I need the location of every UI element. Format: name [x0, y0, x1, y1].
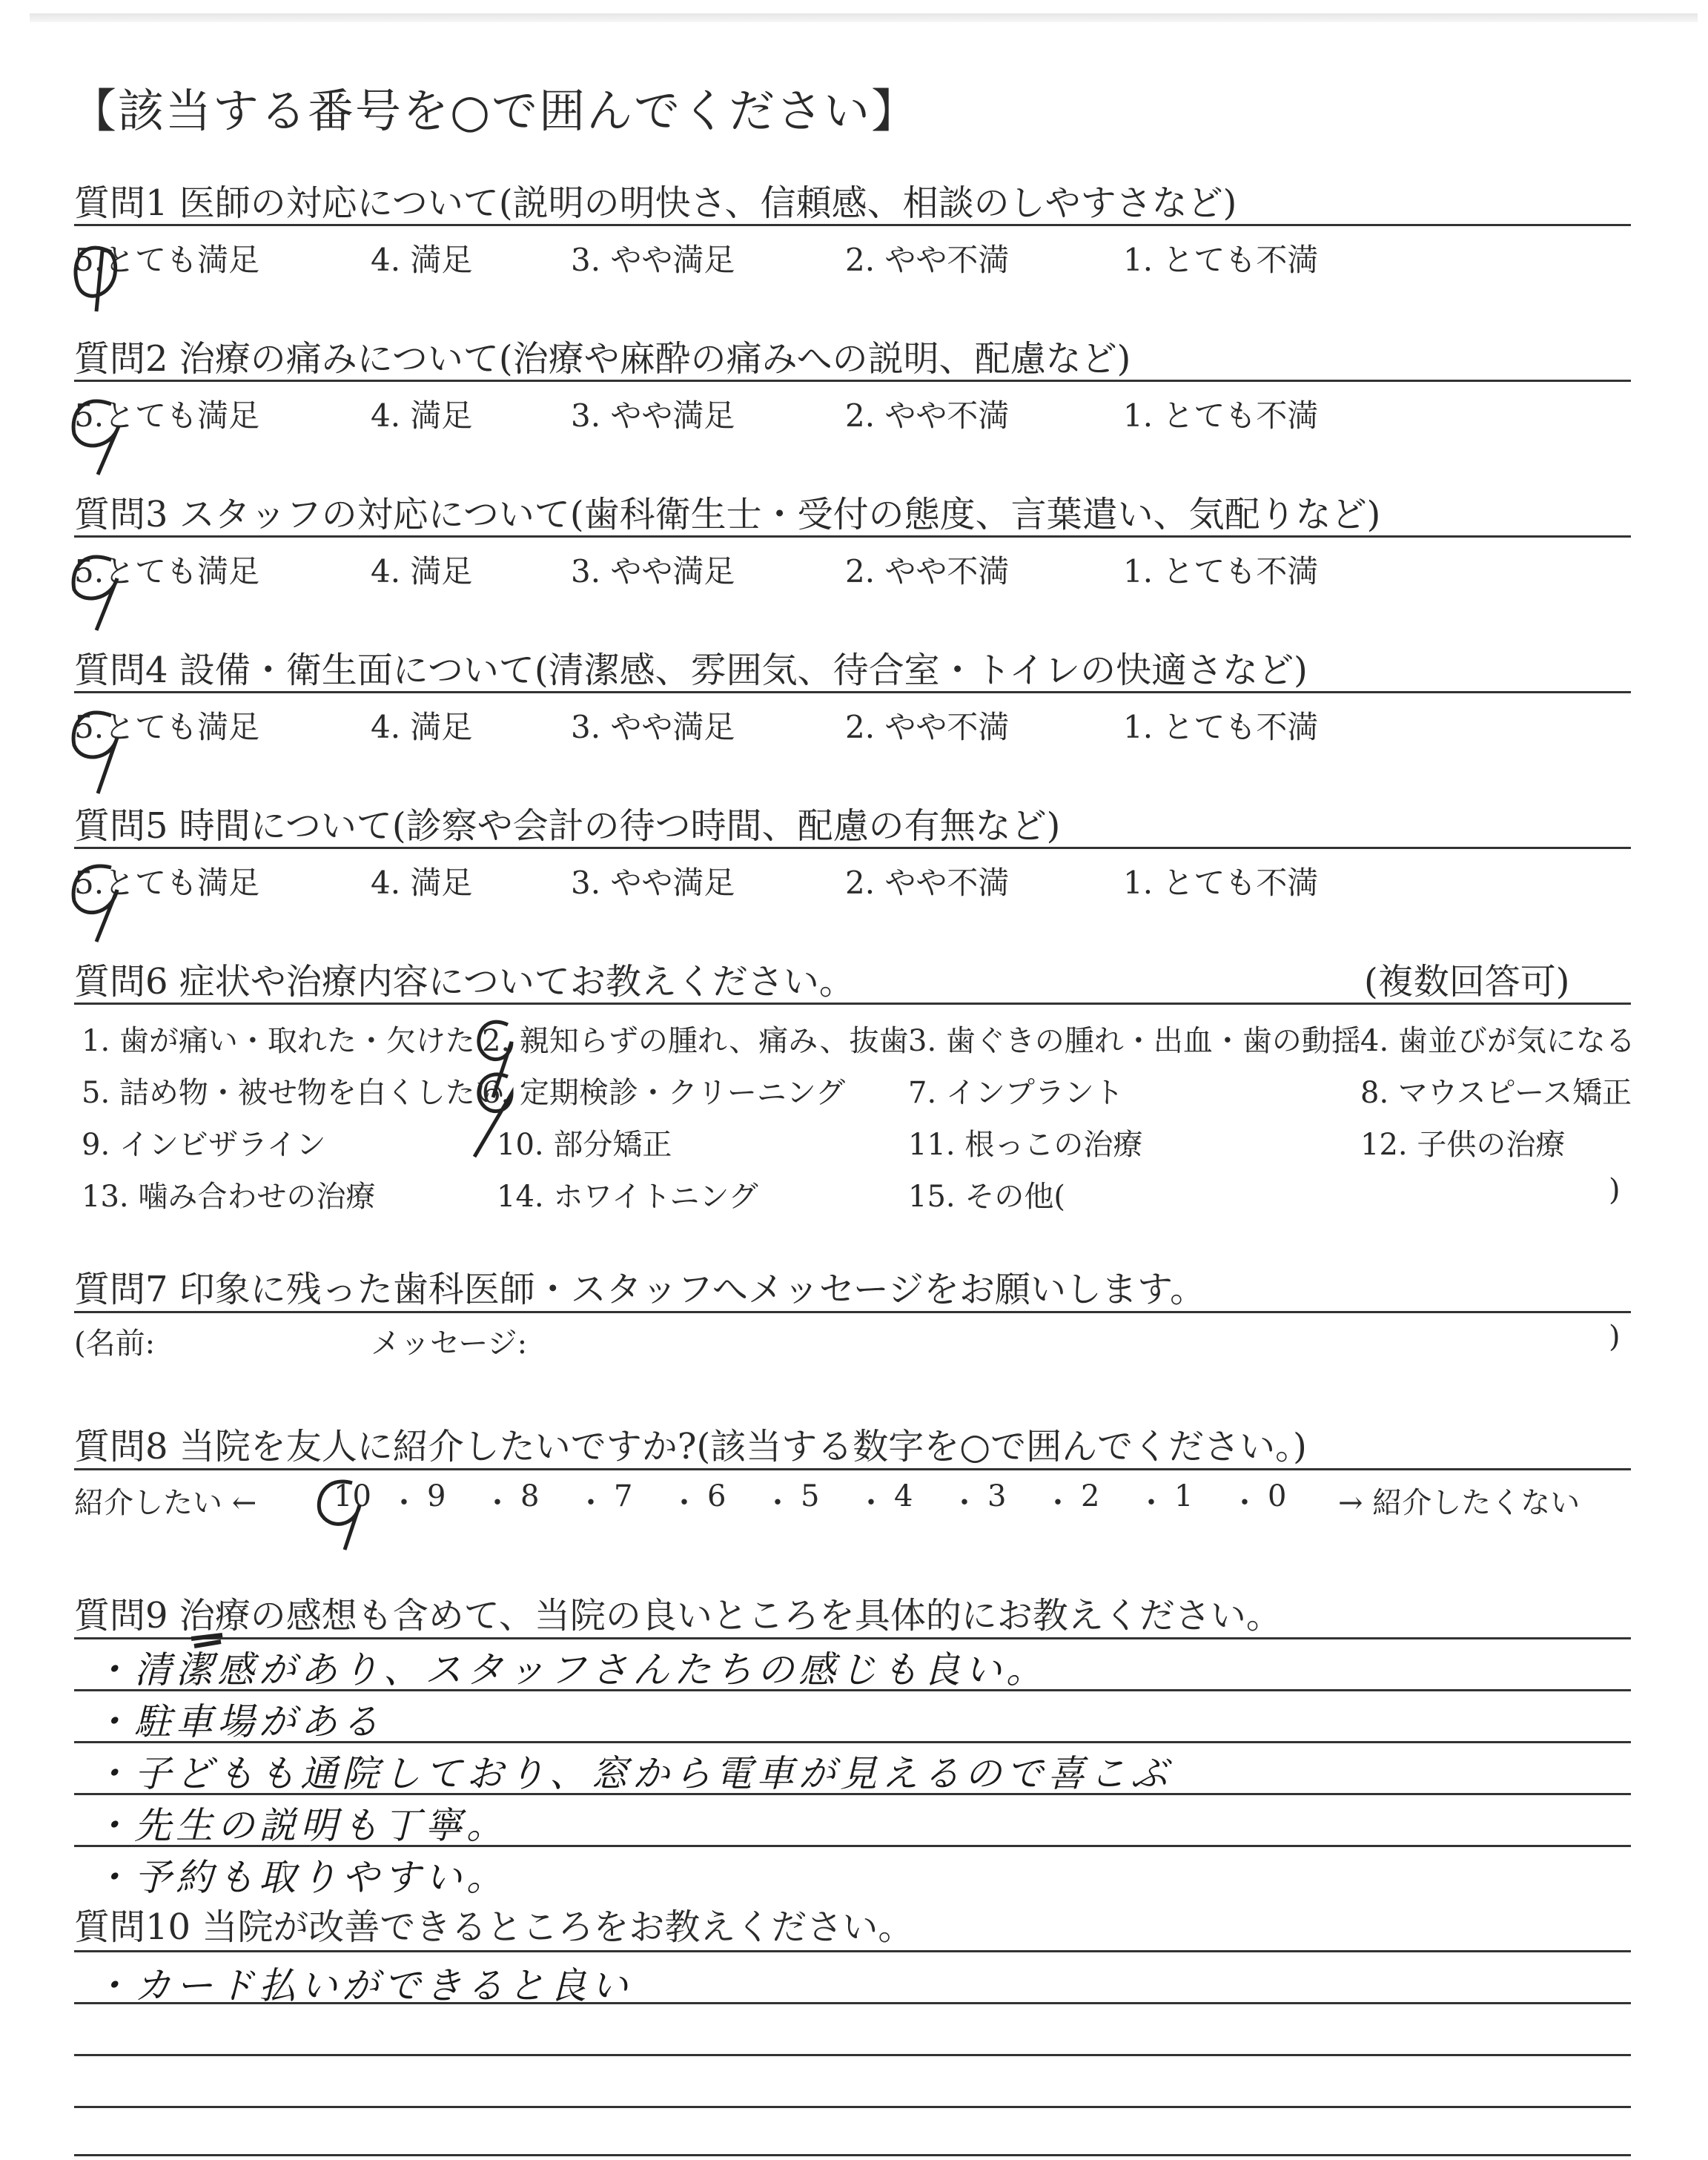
question-6-rule	[74, 1003, 1631, 1005]
question-3-label: 質問3 スタッフの対応について(歯科衛生士・受付の態度、言葉遣い、気配りなど)	[74, 494, 1381, 535]
q6-item-7[interactable]: 7. インプラント	[908, 1076, 1124, 1110]
q4-option-5[interactable]: 5.とても満足	[74, 709, 260, 745]
q8-option-4[interactable]: 4	[894, 1479, 913, 1513]
q8-option-6[interactable]: 6	[707, 1479, 726, 1513]
q9-answer-2: ・駐車場がある	[93, 1700, 383, 1743]
question-8-label: 質問8 当院を友人に紹介したいですか?(該当する数字を○で囲んでください。)	[74, 1426, 1307, 1467]
question-9-label: 質問9 治療の感想も含めて、当院の良いところを具体的にお教えください。	[74, 1595, 1282, 1636]
q8-separator-dot: ・	[763, 1486, 792, 1520]
scan-edge	[30, 13, 1698, 22]
q2-option-3[interactable]: 3. やや満足	[571, 397, 735, 434]
q1-option-2[interactable]: 2. やや不満	[845, 242, 1010, 278]
q6-item-12[interactable]: 12. 子供の治療	[1360, 1128, 1566, 1162]
q5-option-4[interactable]: 4. 満足	[371, 865, 473, 901]
q7-close-paren: )	[1609, 1320, 1621, 1354]
q8-option-2[interactable]: 2	[1081, 1479, 1100, 1513]
q8-option-7[interactable]: 7	[614, 1479, 633, 1513]
q2-option-5[interactable]: 5.とても満足	[74, 397, 260, 434]
question-1-rule	[74, 224, 1631, 226]
question-10-label: 質問10 当院が改善できるところをお教えください。	[74, 1906, 914, 1948]
q6-item-11[interactable]: 11. 根っこの治療	[908, 1128, 1143, 1162]
q7-name-label: (名前:	[74, 1327, 156, 1361]
q1-option-3[interactable]: 3. やや満足	[571, 242, 735, 278]
q5-option-2[interactable]: 2. やや不満	[845, 865, 1010, 901]
q2-option-4[interactable]: 4. 満足	[371, 397, 473, 434]
q8-option-8[interactable]: 8	[520, 1479, 540, 1513]
q6-item-3[interactable]: 3. 歯ぐきの腫れ・出血・歯の動揺	[908, 1024, 1361, 1058]
q1-option-4[interactable]: 4. 満足	[371, 242, 473, 278]
q4-option-1[interactable]: 1. とても不満	[1123, 709, 1319, 745]
q10-line-1	[74, 1950, 1631, 1952]
q9-answer-5: ・予約も取りやすい。	[93, 1856, 508, 1899]
question-2-rule	[74, 380, 1631, 382]
q9-line-1	[74, 1637, 1631, 1639]
q8-separator-dot: ・	[483, 1486, 512, 1520]
q6-item-9[interactable]: 9. インビザライン	[82, 1128, 326, 1162]
q8-separator-dot: ・	[950, 1486, 979, 1520]
q10-line-4	[74, 2106, 1631, 2108]
q6-item-4[interactable]: 4. 歯並びが気になる	[1360, 1024, 1635, 1058]
q9-answer-1: ・清潔感があり、スタッフさんたちの感じも良い。	[93, 1648, 1047, 1691]
q1-option-5[interactable]: 5.とても満足	[74, 242, 260, 278]
q9-answer-4: ・先生の説明も丁寧。	[93, 1804, 508, 1847]
q5-option-1[interactable]: 1. とても不満	[1123, 865, 1319, 901]
q5-option-3[interactable]: 3. やや満足	[571, 865, 735, 901]
q8-separator-dot: ・	[669, 1486, 699, 1520]
q5-option-5[interactable]: 5.とても満足	[74, 865, 260, 901]
question-4-label: 質問4 設備・衛生面について(清潔感、雰囲気、待合室・トイレの快適さなど)	[74, 650, 1308, 691]
q6-item-8[interactable]: 8. マウスピース矯正	[1360, 1076, 1632, 1110]
q2-option-2[interactable]: 2. やや不満	[845, 397, 1010, 434]
q6-item-13[interactable]: 13. 噛み合わせの治療	[82, 1180, 376, 1214]
q10-line-5	[74, 2154, 1631, 2156]
q4-option-4[interactable]: 4. 満足	[371, 709, 473, 745]
q6-item-15-close: )	[1609, 1173, 1621, 1207]
question-8-rule	[74, 1468, 1631, 1470]
q6-item-14[interactable]: 14. ホワイトニング	[497, 1180, 758, 1214]
q6-item-1[interactable]: 1. 歯が痛い・取れた・欠けた	[82, 1024, 475, 1058]
q6-item-2[interactable]: 2. 親知らずの腫れ、痛み、抜歯	[482, 1024, 909, 1058]
q8-separator-dot: ・	[576, 1486, 606, 1520]
q8-left-label: 紹介したい ←	[74, 1486, 257, 1520]
q4-option-2[interactable]: 2. やや不満	[845, 709, 1010, 745]
q6-item-5[interactable]: 5. 詰め物・被せ物を白くしたい	[82, 1076, 505, 1110]
q6-item-10[interactable]: 10. 部分矯正	[497, 1128, 672, 1162]
question-1-label: 質問1 医師の対応について(説明の明快さ、信頼感、相談のしやすさなど)	[74, 182, 1237, 224]
q8-option-3[interactable]: 3	[987, 1479, 1007, 1513]
q6-item-6[interactable]: 6. 定期検診・クリーニング	[482, 1076, 846, 1110]
question-7-rule	[74, 1311, 1631, 1313]
question-6-label: 質問6 症状や治療内容についてお教えください。	[74, 961, 855, 1003]
q8-separator-dot: ・	[1043, 1486, 1073, 1520]
q8-option-0[interactable]: 0	[1268, 1479, 1287, 1513]
q7-message-label: メッセージ:	[371, 1327, 528, 1361]
q3-option-3[interactable]: 3. やや満足	[571, 553, 735, 589]
q10-line-3	[74, 2054, 1631, 2056]
q8-separator-dot: ・	[1230, 1486, 1260, 1520]
question-5-label: 質問5 時間について(診察や会計の待つ時間、配慮の有無など)	[74, 805, 1061, 847]
question-3-rule	[74, 535, 1631, 538]
q1-option-1[interactable]: 1. とても不満	[1123, 242, 1319, 278]
question-6-note: (複数回答可)	[1364, 961, 1570, 1003]
question-2-label: 質問2 治療の痛みについて(治療や麻酔の痛みへの説明、配慮など)	[74, 338, 1131, 380]
q2-option-1[interactable]: 1. とても不満	[1123, 397, 1319, 434]
q3-option-2[interactable]: 2. やや不満	[845, 553, 1010, 589]
q8-separator-dot: ・	[389, 1486, 419, 1520]
q8-separator-dot: ・	[856, 1486, 886, 1520]
question-4-rule	[74, 691, 1631, 693]
q6-item-15[interactable]: 15. その他(	[908, 1180, 1065, 1214]
q3-option-1[interactable]: 1. とても不満	[1123, 553, 1319, 589]
q9-answer-3: ・子どもも通院しており、窓から電車が見えるので喜こぶ	[93, 1752, 1172, 1795]
question-5-rule	[74, 847, 1631, 849]
q8-separator-dot: ・	[1136, 1486, 1166, 1520]
form-title: 【該当する番号を○で囲んでください】	[70, 84, 919, 138]
q4-option-3[interactable]: 3. やや満足	[571, 709, 735, 745]
q8-option-1[interactable]: 1	[1174, 1479, 1194, 1513]
q8-option-9[interactable]: 9	[427, 1479, 446, 1513]
q10-answer-1: ・カード払いができると良い	[93, 1964, 632, 2007]
q8-right-label: → 紹介したくない	[1338, 1486, 1580, 1520]
q8-option-5[interactable]: 5	[801, 1479, 820, 1513]
q8-option-10[interactable]: 10	[334, 1479, 371, 1513]
question-7-label: 質問7 印象に残った歯科医師・スタッフへメッセージをお願いします。	[74, 1269, 1206, 1310]
q3-option-5[interactable]: 5.とても満足	[74, 553, 260, 589]
q3-option-4[interactable]: 4. 満足	[371, 553, 473, 589]
